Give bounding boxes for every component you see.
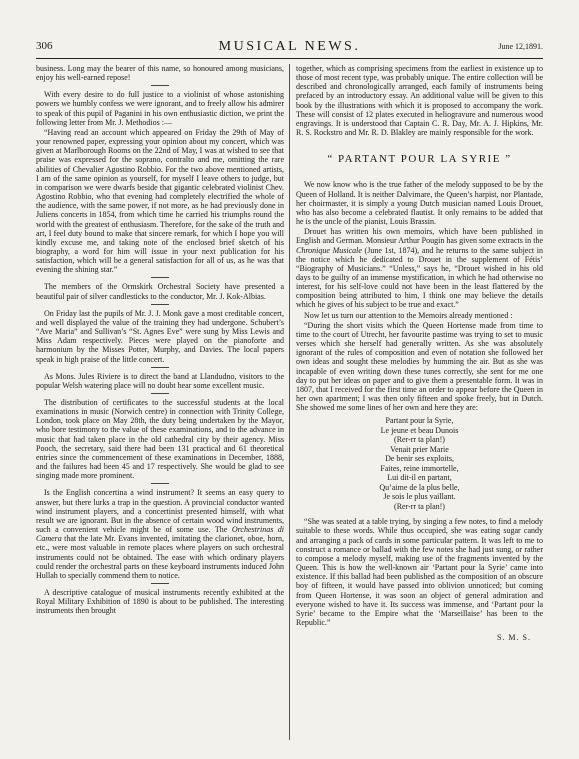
section-title: “ PARTANT POUR LA SYRIE ” (327, 153, 512, 166)
poem-line: Venait prier Marie (390, 444, 449, 454)
text-run: Drouet has written his own memoirs, which have been published in English and German. Monsieur Arthur Pougin has given some extracts in the (296, 227, 543, 246)
poem-line: De benir ses exploits, (385, 454, 454, 464)
poem-line: Je sois le plus vaillant. (383, 492, 456, 502)
paragraph-separator (151, 393, 169, 394)
quoted-letter: “Having read an account which appeared on Friday the 29th of May of your renowned paper, expressing your opinion about my concert, which was given at Marlborough Rooms on the 22nd of May, I was at wished to see that praise was expressed for the soprano, contralto and me, omitting the rare abilities of Chevalier Agostino Robbio. For the two above mentioned artists, I am of the same opinion as yourself, for myself I leave others to judge, but in comparison we were dwarfs beside that gigantic celebrated violinist Chev. Agostino Robbio, who that evening had completely electrified the whole of the audience, with the same power, if not more, as he had previously done in Juliens concerts in 1854, from which time he carried his triumphs round the world with the greatest of enthusiasm. Therefore, for the sake of the truth and art, I feel duty bound to make that sincere remark, for which I hope you will kindly excuse me, and taking note of the enclosed brief sketch of his biography, a word for him will issue in your next publication for his satisfaction, which will be a general satisfaction for all of us, as he was that evening the shining star.” (36, 127, 284, 275)
poem-line: Partant pour la Syrie, (385, 416, 454, 426)
poem-line: Faites, reine immortelle, (380, 463, 459, 473)
poem (296, 416, 543, 511)
text-run: Is the English concertina a wind instrument? It seems an easy query to answer, but there lurks a trap in the question. A provincial conductor wanted wind instrument players, and a concertinist presented himself, with what result we are ignorant. But in the absence of certain wood wind instruments, such a convenient vehicle might be of some use. The (36, 488, 284, 535)
poem-line: (Rer-rr ta plan!) (394, 501, 445, 511)
paragraph-separator (151, 483, 169, 484)
poem-line: Lui dit-il en partant, (387, 473, 452, 483)
paragraph: We now know who is the true father of the melody supposed to be by the Queen of Holland. It is neither Dalvimare, the Queen’s harpist, nor Plantade, her choirmaster, it is simply a young Dutch musician named Louis Drouet, who has also become a celebrated flautist. It only remains to be added that he is the uncle of the pianist, Louis Brassin. (296, 180, 543, 227)
publication-title: MUSICAL NEWS. (218, 39, 361, 54)
paragraph: The distribution of certificates to the successful students at the local examinations in music (Norwich centre) in connection with Trinity College, London, took place on May 28th, the duty being undertaken by the Mayor, who bore testimony to the value of these examinations, and to the advance in music that had taken place in the old cathedral city by their agency. Miss Pooch, the secretary, said there had been 131 practical and 61 theoretical entries since the commencement of these examinations in December, 1888, and the failures had been 45 and 17 respectively. She would be glad to see singing made more prominent. (36, 398, 284, 481)
paragraph: “She was seated at a table trying, by singing a few notes, to find a melody suitable to these words. While thus occupied, she was eating sugar candy and arranging a pack of cards in some particular pattern. It was left to me to construct a romance or ballad with the few notes she had just sung, or rather to compose a melody myself, making use of the fragments invented by the Queen. This is how the well-known air ‘Partant pour la Syrie’ came into existence. If this ballad had been published as the composition of an obscure boy of fifteen, it would have passed into oblivion unnoticed; but coming from Queen Hortense, it was soon an object of general admiration and everyone wished to have it. Its success was immense, and ‘Partant pour la Syrie’ became to the Empire what the ‘Marseillaise’ has been to the Republic.” (296, 517, 543, 628)
paragraph (36, 488, 284, 580)
column-divider (289, 64, 290, 740)
paragraph: On Friday last the pupils of Mr. J. J. Monk gave a most creditable concert, and well displayed the value of the training they had undergone. Schubert’s “Ave Maria” and Sullivan’s “St. Agnes Eve” were sung by Miss Lewis and Miss Adam respectively. Pieces were played on the pianoforte and harmonium by the Misses Potter, Murphy, and Davies. The local papers speak in high praise of the little concert. (36, 308, 284, 364)
paragraph-separator (151, 277, 169, 278)
paragraph-separator (151, 85, 169, 86)
header-rule (36, 58, 543, 59)
page-number: 306 (36, 40, 53, 52)
right-column (296, 64, 543, 740)
paragraph: With every desire to do full justice to a violinist of whose astonishing powers we humbly confess we were ignorant, and to freely allow his admirer to speak of this pupil of Paganini in his own enthusiastic diction, we print the following letter from Mr. J. Methodios :— (36, 90, 284, 127)
page-header (36, 40, 543, 58)
paragraph-separator (151, 367, 169, 368)
text-run: that the late Mr. Evans invented, imitating the clarionet, oboe, horn, etc., were most valuable in remote places where players on such orchestral instruments could not be obtained. The ease with which ordinary players could render the orchestral parts on these keyboard instruments induced John Hullah to specially commend them to notice. (36, 534, 284, 580)
poem-line: (Rer-rr ta plan!) (394, 435, 445, 445)
poem-line: Le jeune et beau Dunois (380, 425, 459, 435)
paragraph: together, which as comprising specimens from the earliest in existence up to those of most recent type, was probably unique. The entire collection will be described and chronologically arranged, each family of instruments being prefaced by an introductory essay. An additional value will be given to this book by the illustrations with which it is proposed to accompany the work. These will consist of 12 plates executed in heliogravure and numerous wood engravings. It is understood that Captain C. R. Day, Mr. A. J. Hipkins, Mr. R. S. Rockstro and Mr. R. D. Blakley are mainly responsible for the work. (296, 64, 543, 138)
issue-date: June 12,1891. (498, 42, 543, 51)
paragraph: Now let us turn our attention to the Memoirs already mentioned : (304, 310, 513, 320)
poem-line: Qu’aime de la plus belle, (379, 482, 460, 492)
paragraph: The members of the Ormskirk Orchestral Society have presented a beautiful pair of silver candlesticks to the conductor, Mr. J. Kok-Albias. (36, 282, 284, 301)
paragraph: As Mons. Jules Riviere is to direct the band at Llandudno, visitors to the popular Welsh watering place will no doubt hear some excellent music. (36, 371, 284, 390)
text-run: (June 1st, 1874), and he returns to the same subject in the notice which he dedicated to Drouet in the supplement of Fétis’ “Biography of Musicians.” “Unless,” says he, “Drouet wished in his old days to be guilty of an immense mystification, in which he had otherwise no interest, for his self-love could not have been in the least flattered by the composition being attributed to him, I think one may believe the details which he gives of his subject to be true and exact.” (296, 245, 543, 310)
italic-text: Orchestrinas di Camera (36, 525, 284, 544)
paragraph: business. Long may the bearer of this name, so honoured among musicians, enjoy his well-earned repose! (36, 64, 284, 83)
author-signoff: S. M. S. (496, 633, 531, 643)
italic-text: Chronique Musicale (296, 245, 362, 255)
paragraph (296, 227, 543, 309)
paragraph-separator (151, 304, 169, 305)
paragraph: A descriptive catalogue of musical instruments recently exhibited at the Royal Military Exhibition of 1890 is about to be published. The interesting instruments then brought (36, 587, 284, 616)
paragraph-separator (151, 583, 169, 584)
left-column (36, 64, 284, 740)
quoted-memoir: “During the short visits which the Queen Hortense made from time to time to the court of Utrecht, her favourite pastime was trying to set to music verses which she herself had generally written. As she was absolutely ignorant of the rules of composition and even of notation she followed her own ideas and sought these melodies by humming the air. But as she was incapable of even writing down these tunes correctly, she sent for me one day to put her ideas on paper and to give them a presentable form. It was in 1807, that I received for the first time an order to appear before the Queen in her own apartment; I was then only fifteen and spoke freely, but in Dutch. She showed me some lines of her own and here they are: (296, 320, 543, 413)
